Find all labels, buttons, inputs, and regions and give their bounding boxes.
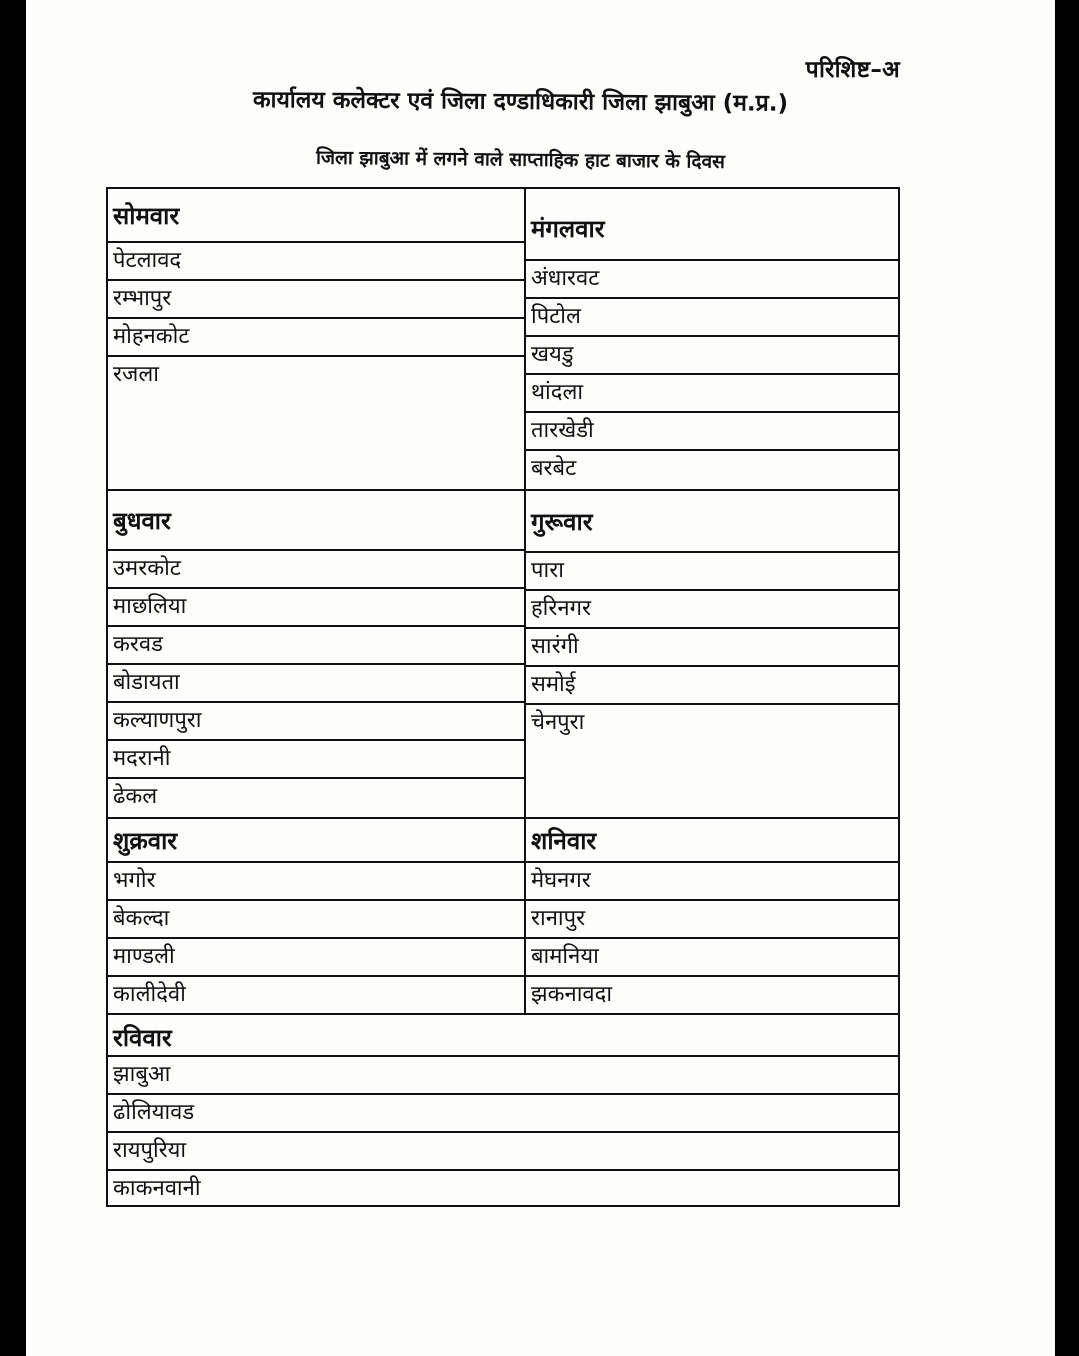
list-item: चेनपुरा	[531, 710, 585, 735]
list-item: थांदला	[526, 375, 898, 413]
list-item: सारंगी	[526, 629, 898, 667]
list-item: रम्भापुर	[108, 281, 524, 319]
list-item: काकनवानी	[113, 1176, 201, 1201]
list-item: हरिनगर	[526, 591, 898, 629]
day-heading-friday: शुक्रवार	[108, 819, 524, 863]
list-item: बामनिया	[526, 939, 898, 977]
list-item: भगोर	[108, 863, 524, 901]
list-item: मेघनगर	[526, 863, 898, 901]
appendix-label: परिशिष्ट–अ	[805, 57, 900, 83]
office-title: कार्यालय कलेक्टर एवं जिला दण्डाधिकारी जिला झाबुआ (म.प्र.)	[252, 86, 789, 117]
list-item: रानापुर	[526, 901, 898, 939]
list-item: माछलिया	[108, 589, 524, 627]
list-item: खयडु	[526, 337, 898, 375]
day-heading-sunday: रविवार	[108, 1015, 898, 1057]
list-item: बोडायता	[108, 665, 524, 703]
day-heading-saturday: शनिवार	[526, 819, 898, 863]
document-subtitle: जिला झाबुआ में लगने वाले साप्ताहिक हाट बाजार के दिवस	[315, 146, 726, 173]
haat-bazaar-table	[106, 187, 900, 1207]
thursday-column	[526, 491, 898, 819]
list-item: करवड	[108, 627, 524, 665]
list-item: रायपुरिया	[108, 1133, 898, 1171]
list-item: उमरकोट	[108, 551, 524, 589]
list-item: मोहनकोट	[108, 319, 524, 357]
list-item: अंधारवट	[526, 261, 898, 299]
tuesday-column	[526, 189, 898, 489]
list-item: कल्याणपुरा	[108, 703, 524, 741]
list-item: झकनावदा	[531, 982, 613, 1007]
saturday-column	[526, 819, 898, 1015]
list-item: पारा	[526, 553, 898, 591]
list-item: तारखेडी	[526, 413, 898, 451]
day-heading-monday: सोमवार	[108, 189, 524, 243]
list-item: पेटलावद	[108, 243, 524, 281]
list-item: झाबुआ	[108, 1057, 898, 1095]
block-sunday	[108, 1013, 898, 1207]
sunday-column	[108, 1015, 898, 1207]
list-item: बेकल्दा	[108, 901, 524, 939]
list-item: ढोलियावड	[108, 1095, 898, 1133]
list-item: समोई	[526, 667, 898, 705]
list-item: पिटोल	[526, 299, 898, 337]
day-heading-thursday: गुरूवार	[526, 491, 898, 553]
list-item: माण्डली	[108, 939, 524, 977]
day-heading-tuesday: मंगलवार	[526, 189, 898, 261]
friday-column	[108, 819, 526, 1015]
day-heading-wednesday: बुधवार	[108, 491, 524, 551]
wednesday-column	[108, 491, 526, 819]
block-fri-sat	[108, 817, 898, 1015]
block-wed-thu	[108, 489, 898, 819]
list-item: रजला	[113, 362, 159, 387]
document-page	[26, 0, 1055, 1356]
list-item: कालीदेवी	[113, 982, 186, 1007]
list-item: मदरानी	[108, 741, 524, 779]
list-item: ढेकल	[113, 784, 158, 809]
list-item: बरबेट	[531, 456, 577, 481]
monday-column	[108, 189, 526, 489]
block-mon-tue	[108, 189, 898, 489]
